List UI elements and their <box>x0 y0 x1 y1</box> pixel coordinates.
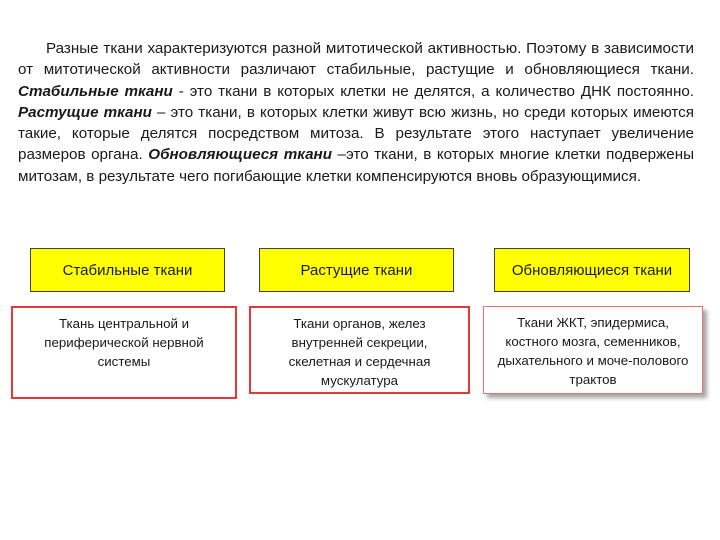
para-text-2: - это ткани в которых клетки не делятся, а количество ДНК постоянно. <box>172 82 694 100</box>
growing-tissue-description: Ткани органов, желез внутренней секреции, скелетная и сердечная мускулатура <box>249 306 470 394</box>
para-text-3: – это ткани, в которых клетки живут всю жизнь, но среди которых имеются такие, которые делятся посредством митоза. В результате этого наступает увеличение размеров органа. <box>18 103 694 164</box>
growing-tissue-header: Растущие ткани <box>259 248 454 292</box>
intro-paragraph <box>18 38 694 187</box>
term-growing: Растущие ткани <box>18 103 152 121</box>
para-text-1: Разные ткани характеризуются разной митотической активностью. Поэтому в зависимости от митотической активности различают стабильные, растущие и обновляющиеся ткани. <box>18 40 694 79</box>
para-text-4: –это ткани, в которых многие клетки подвержены митозам, в результате чего погибающие клетки компенсируются вновь образующимися. <box>18 146 695 185</box>
stable-tissue-header: Стабильные ткани <box>30 248 225 292</box>
stable-tissue-description: Ткань центральной и периферической нервной системы <box>11 306 237 399</box>
renewing-tissue-header: Обновляющиеся ткани <box>494 248 690 292</box>
term-stable: Стабильные ткани <box>18 82 173 100</box>
term-renewing: Обновляющиеся ткани <box>148 146 332 164</box>
renewing-tissue-description: Ткани ЖКТ, эпидермиса, костного мозга, семенников, дыхательного и моче-полового трактов <box>483 306 703 394</box>
